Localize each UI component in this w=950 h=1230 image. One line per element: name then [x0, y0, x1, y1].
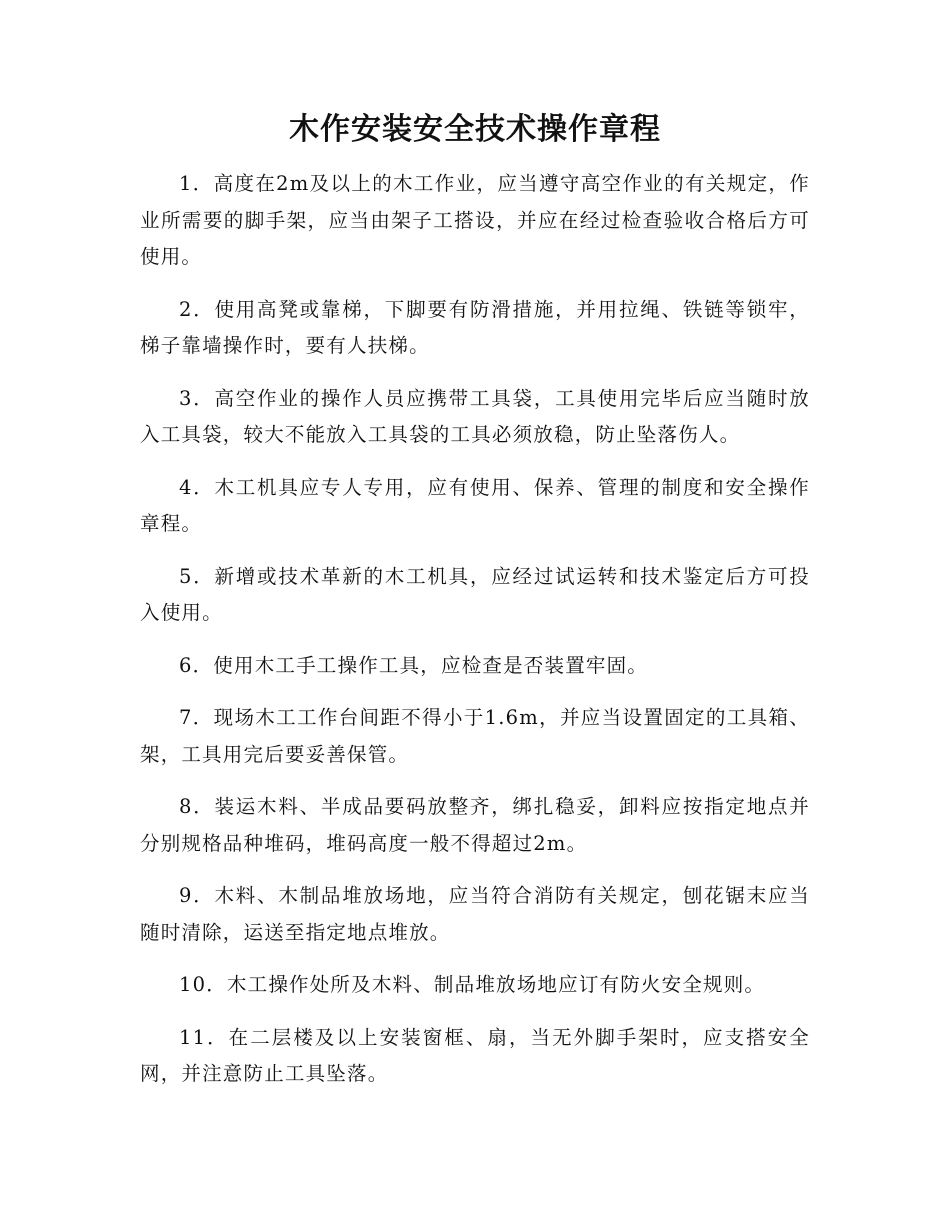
- paragraph-9: 9．木料、木制品堆放场地，应当符合消防有关规定，刨花锯末应当随时清除，运送至指定地点堆放。: [140, 884, 810, 944]
- paragraph-8: 8．装运木料、半成品要码放整齐，绑扎稳妥，卸料应按指定地点并分别规格品种堆码，堆码高度一般不得超过2m。: [140, 795, 810, 855]
- paragraph-2: 2．使用高凳或靠梯，下脚要有防滑措施，并用拉绳、铁链等锁牢，梯子靠墙操作时，要有人扶梯。: [140, 297, 810, 357]
- page-title: 木作安装安全技术操作章程: [289, 112, 661, 147]
- paragraph-11: 11．在二层楼及以上安装窗框、扇，当无外脚手架时，应支搭安全网，并注意防止工具坠落。: [140, 1025, 810, 1085]
- paragraph-4: 4．木工机具应专人专用，应有使用、保养、管理的制度和安全操作章程。: [140, 475, 810, 535]
- document-body: [140, 166, 810, 1109]
- paragraph-10: 10．木工操作处所及木料、制品堆放场地应订有防火安全规则。: [179, 973, 766, 996]
- paragraph-1: 1．高度在2m及以上的木工作业，应当遵守高空作业的有关规定，作业所需要的脚手架，应当由架子工搭设，并应在经过检查验收合格后方可使用。: [140, 172, 810, 268]
- paragraph-3: 3．高空作业的操作人员应携带工具袋，工具使用完毕后应当随时放入工具袋，较大不能放入工具袋的工具必须放稳，防止坠落伤人。: [140, 386, 810, 446]
- paragraph-6: 6．使用木工手工操作工具，应检查是否装置牢固。: [179, 653, 649, 677]
- paragraph-5: 5．新增或技术革新的木工机具，应经过试运转和技术鉴定后方可投入使用。: [140, 564, 810, 624]
- paragraph-7: 7．现场木工工作台间距不得小于1.6m，并应当设置固定的工具箱、架，工具用完后要妥善保管。: [140, 706, 810, 766]
